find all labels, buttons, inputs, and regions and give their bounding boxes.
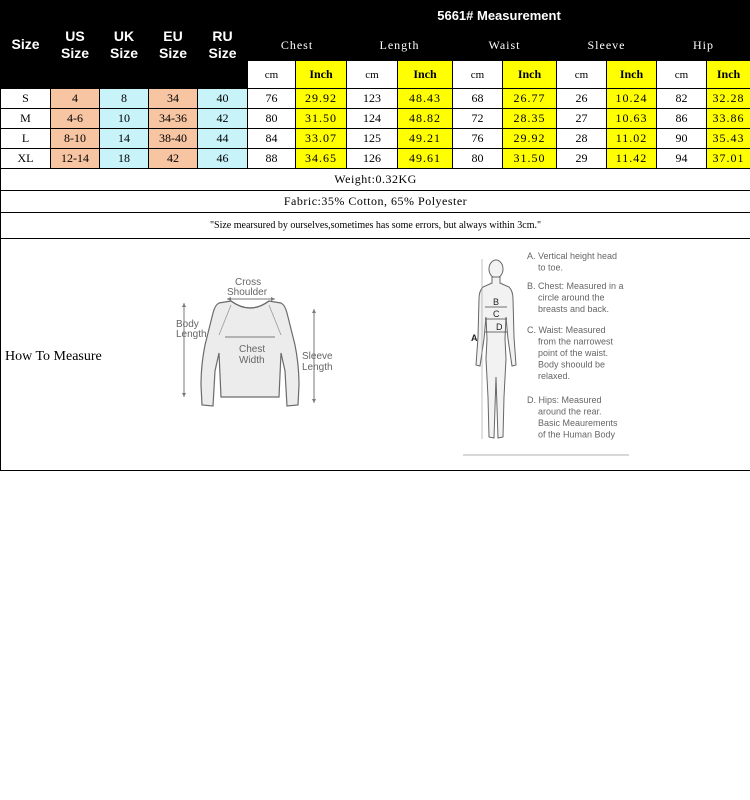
table-row (1, 109, 750, 129)
cell-ru: 40 (198, 89, 248, 109)
header-eu-size: EU Size (149, 1, 198, 89)
cell-ru: 44 (198, 129, 248, 149)
figure-note-line: around the rear. (538, 406, 602, 417)
group-hip: Hip (657, 31, 750, 61)
cell-sleeve-cm: 27 (557, 109, 607, 129)
cell-waist-cm: 72 (453, 109, 503, 129)
figure-note-line: relaxed. (538, 371, 571, 381)
cell-chest-cm: 88 (248, 149, 296, 169)
unit-inch-sleeve: Inch (607, 61, 657, 89)
cell-size: M (1, 109, 51, 129)
cell-length-cm: 125 (347, 129, 398, 149)
body-length-label-1: Body (176, 319, 199, 330)
cell-length-inch: 49.21 (398, 129, 453, 149)
cell-waist-inch: 26.77 (503, 89, 557, 109)
unit-cm-hip: cm (657, 61, 707, 89)
cell-hip-inch: 32.28 (707, 89, 750, 109)
figure-note-line: Body shoould be (538, 359, 606, 370)
cell-uk: 18 (100, 149, 149, 169)
unit-cm-waist: cm (453, 61, 503, 89)
cell-ru: 42 (198, 109, 248, 129)
figure-note-line: Basic Meaurements (538, 418, 618, 428)
cell-hip-inch: 35.43 (707, 129, 750, 149)
cell-eu: 42 (149, 149, 198, 169)
marker-c: C (493, 309, 500, 319)
sleeve-length-label-1: Sleeve (302, 351, 333, 362)
group-length: Length (347, 31, 453, 61)
figure-note-line: to toe. (538, 262, 564, 273)
cell-hip-cm: 82 (657, 89, 707, 109)
cell-ru: 46 (198, 149, 248, 169)
shirt-measure-diagram (171, 275, 341, 420)
measurement-title: 5661# Measurement (248, 1, 750, 31)
cell-chest-cm: 76 (248, 89, 296, 109)
cell-hip-cm: 86 (657, 109, 707, 129)
body-measure-diagram (461, 247, 631, 462)
unit-cm-chest: cm (248, 61, 296, 89)
figure-head (489, 260, 503, 278)
marker-d: D (496, 322, 503, 332)
cell-eu: 38-40 (149, 129, 198, 149)
measurement-note: "Size mearsured by ourselves,sometimes has some errors, but always within 3cm." (1, 213, 750, 239)
figure-note-line: A. Vertical height head (527, 251, 618, 261)
cell-hip-cm: 94 (657, 149, 707, 169)
unit-inch-hip: Inch (707, 61, 750, 89)
header-size: Size (1, 1, 51, 89)
weight-row: Weight:0.32KG (1, 169, 750, 191)
cell-chest-inch: 33.07 (296, 129, 347, 149)
header-uk-size: UK Size (100, 1, 149, 89)
cell-waist-inch: 29.92 (503, 129, 557, 149)
group-sleeve: Sleeve (557, 31, 657, 61)
unit-cm-length: cm (347, 61, 398, 89)
unit-cm-sleeve: cm (557, 61, 607, 89)
group-waist: Waist (453, 31, 557, 61)
cell-eu: 34 (149, 89, 198, 109)
cell-chest-cm: 84 (248, 129, 296, 149)
header-us-size: US Size (51, 1, 100, 89)
cell-uk: 14 (100, 129, 149, 149)
cell-length-inch: 49.61 (398, 149, 453, 169)
unit-inch-length: Inch (398, 61, 453, 89)
cell-us: 4-6 (51, 109, 100, 129)
figure-note-line: from the narrowest (538, 336, 614, 347)
cell-waist-inch: 28.35 (503, 109, 557, 129)
cell-us: 8-10 (51, 129, 100, 149)
figure-note-line: C. Waist: Measured (527, 325, 606, 335)
unit-inch-waist: Inch (503, 61, 557, 89)
cell-eu: 34-36 (149, 109, 198, 129)
chest-width-label-2: Width (239, 355, 265, 366)
table-row (1, 129, 750, 149)
cell-waist-cm: 68 (453, 89, 503, 109)
cross-shoulder-label-2: Shoulder (227, 287, 268, 298)
group-chest: Chest (248, 31, 347, 61)
cell-sleeve-inch: 10.24 (607, 89, 657, 109)
cell-size: XL (1, 149, 51, 169)
figure-note-line: breasts and back. (538, 304, 610, 314)
cell-us: 12-14 (51, 149, 100, 169)
cell-size: S (1, 89, 51, 109)
cross-shoulder-label-1: Cross (235, 277, 262, 288)
cell-sleeve-cm: 29 (557, 149, 607, 169)
cell-sleeve-cm: 26 (557, 89, 607, 109)
cell-length-cm: 126 (347, 149, 398, 169)
cell-chest-inch: 34.65 (296, 149, 347, 169)
sleeve-length-label-2: Length (302, 362, 333, 373)
chest-width-label-1: Chest (239, 344, 266, 355)
marker-b: B (493, 297, 500, 307)
cell-uk: 8 (100, 89, 149, 109)
header-ru-size: RU Size (198, 1, 248, 89)
cell-us: 4 (51, 89, 100, 109)
cell-chest-cm: 80 (248, 109, 296, 129)
figure-note-line: D. Hips: Measured (527, 395, 602, 405)
cell-waist-inch: 31.50 (503, 149, 557, 169)
cell-waist-cm: 76 (453, 129, 503, 149)
body-length-label-2: Length (176, 329, 207, 340)
table-row (1, 149, 750, 169)
cell-chest-inch: 29.92 (296, 89, 347, 109)
cell-length-inch: 48.43 (398, 89, 453, 109)
unit-inch-chest: Inch (296, 61, 347, 89)
cell-length-inch: 48.82 (398, 109, 453, 129)
marker-a: A (471, 333, 478, 343)
table-row (1, 89, 750, 109)
how-to-measure-label: How To Measure (5, 349, 102, 364)
cell-hip-cm: 90 (657, 129, 707, 149)
figure-notes (527, 251, 624, 440)
cell-sleeve-inch: 11.02 (607, 129, 657, 149)
figure-note-line: point of the waist. (538, 348, 609, 358)
figure-note-line: B. Chest: Measured in a (527, 281, 624, 291)
figure-note-line: of the Human Body (538, 429, 616, 440)
cell-sleeve-cm: 28 (557, 129, 607, 149)
cell-uk: 10 (100, 109, 149, 129)
cell-length-cm: 124 (347, 109, 398, 129)
fabric-row: Fabric:35% Cotton, 65% Polyester (1, 191, 750, 213)
cell-sleeve-inch: 11.42 (607, 149, 657, 169)
cell-chest-inch: 31.50 (296, 109, 347, 129)
cell-length-cm: 123 (347, 89, 398, 109)
cell-size: L (1, 129, 51, 149)
cell-waist-cm: 80 (453, 149, 503, 169)
cell-hip-inch: 33.86 (707, 109, 750, 129)
cell-hip-inch: 37.01 (707, 149, 750, 169)
cell-sleeve-inch: 10.63 (607, 109, 657, 129)
figure-note-line: circle around the (538, 292, 605, 303)
how-to-measure-panel (1, 239, 750, 471)
